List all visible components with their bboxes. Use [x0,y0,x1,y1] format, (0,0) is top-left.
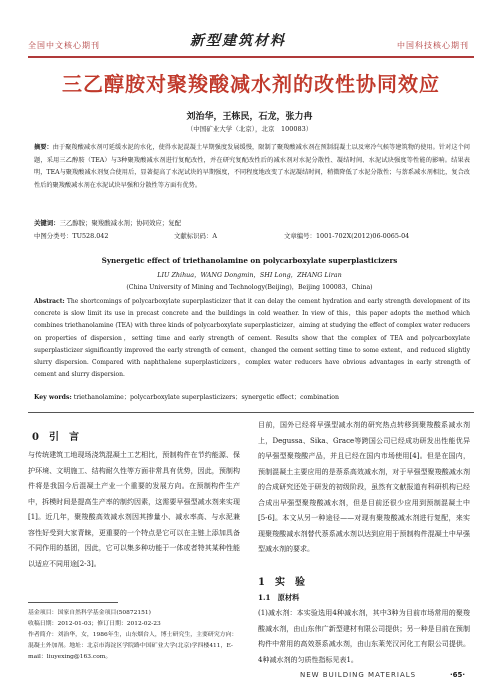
clc-number: 中图分类号：TU528.042 [34,232,109,240]
keywords-en-label: Key words: [34,394,72,401]
section-0-text: 与传统建筑工地现场浇筑混凝土工艺相比，预制构件在节约能源、保护环境、文明施工、结构耐久性等方面非常具有优势，因此，预制构件将是我国今后混凝土产业一个重要的发展方向。在预制构件生产中，拆模时间是提高生产率的制约因素，这需要早强型减水剂来实现[1]。近几年，聚羧酸高效减水剂因其掺量小、减水率高、与水泥兼容性好受到大家青睐，更重要的一个特点是它可以在主链上添加具备不同作用的基团，因此，它可以集多种功能于一体或者特其某种性能以适应不同用途[2-3]。 [28,451,240,568]
abstract-cn-text: 由于聚羧酸减水剂可延缓水泥的水化，使得水泥混凝土早期强度发展缓慢，限制了聚羧酸减水剂在预制混凝土以及寒冷气候等建筑物的使用。针对这个问题，采用三乙醇胺（TEA）与3种聚羧酸减水剂进行复配改性，并在研究复配改性后的减水剂对水泥分散性、凝结时间、水泥试块强度等性能的影响。结果表明，TEA与聚羧酸减水剂复合使用后，显著提高了水泥试块的早期强度，不同程度地改变了水泥凝结时间，稍微降低了水泥分散性；与萘系减水剂相比，复合改性后的聚羧酸减水剂在水泥试块早强和分散性等方面有优势。 [34,144,470,190]
abstract-en [34,296,470,381]
footnote-rule [28,602,118,603]
english-authors: LIU Zhihua，WANG Dongmin，SHI Long，ZHANG Liran [157,271,342,279]
header-left-label: 全国中文核心期刊 [28,41,100,50]
journal-name-footer: NEW BUILDING MATERIALS [300,671,417,679]
english-title: Synergetic effect of triethanolamine on polycarboxylate superplasticizers [101,256,398,265]
keywords-cn-label: 关键词： [34,219,60,227]
abstract-cn-label: 摘要： [34,144,53,151]
affiliation: （中国矿业大学（北京），北京 100083） [186,125,313,133]
journal-logo: 新型建筑材料 [190,33,286,49]
paper-title: 三乙醇胺对聚羧酸减水剂的改性协同效应 [62,72,440,96]
fund-note: 基金项目：国家自然科学基金项目(50872151) [28,610,151,616]
keywords-cn-text: 三乙醇胺；聚羧酸减水剂；协同效应；复配 [59,219,181,227]
subsection-1-1-text: (1)减水剂：本实验选用4种减水剂，其中3种为目前市场常用的聚羧酸减水剂，由山东伟广新型建材有限公司提供；另一种是目前在预制构件中常用的高效萘系减水剂，由山东莱芜汉河化工有限公司提供。4种减水剂的匀质性指标见表1。 [258,609,470,664]
document-code: 文献标识码：A [174,232,217,240]
abstract-en-text: The shortcomings of polycarboxylate superplasticizer that it can delay the cement hydration and early strength development of its concrete is slow limit its use in precast concrete and the buildings in cold weather. In view of this，this paper adopts the method which combines triethanolamine (TEA) with three kinds of polycarboxylate superplasticizer，aiming at studying the effect of complex water reducers on properties of dispersion，setting time and early strength of cement. Results show that the complex of TEA and polycarboxylate superplasticizer significantly improved the early strength of cement，changed the cement setting time to some extent，and reduced slightly slurry dispersion. Compared with naphthalene superplasticizers，complex water reducers have obvious advantages in early strength of cement and slurry dispersion. [34,298,470,379]
section-divider [28,412,474,413]
intro-continued-text: 目前，国外已经将早强型减水剂的研究热点转移到聚羧酸系减水剂上，Degussa、Sika、Grace等跨国公司已经成功研发出性能优异的早强型聚羧酸产品，并且已经在国内市场使用[4]。但是在国内，预制混凝土主要应用的是萘系高效减水剂，对于早强型聚羧酸减水剂的合成研究还处于研发的初级阶段，虽然有文献报道有科研机构已经合成出早强型聚羧酸减水剂，但是目前还很少应用到预制混凝土中[5-6]。本文从另一种途径——对现有聚羧酸减水剂进行复配，来实现聚羧酸减水剂替代萘系减水剂以达到应用于预制构件混凝土中早强型减水剂的要求。 [258,421,470,553]
keywords-cn [34,218,470,227]
author-bio: 作者简介：刘治华，女，1986年生，山东烟台人，博士研究生，主要研究方向：混凝土外加剂。地址：北京市海淀区学院路中国矿业大学(北京)学四楼411，E-mail：liuyexing@163.com。 [28,632,238,660]
received-note: 收稿日期：2012-01-03；修订日期：2012-02-23 [28,621,161,627]
page-number: ·65· [450,671,466,679]
english-affiliation: (China University of Mining and Technology(Beijing)，Beijing 100083，China) [126,284,373,291]
section-0-heading: 0 引 言 [32,432,79,443]
authors: 刘治华，王栋民，石龙，张力冉 [186,112,313,122]
keywords-en-text: triethanolamine；polycarboxylate superplasticizers；synergetic effect；combination [73,394,339,401]
header-rule [28,56,474,58]
abstract-cn [34,142,470,193]
keywords-en [34,392,470,401]
section-1-heading: 1 实 验 [258,577,305,588]
header-right-label: 中国科技核心期刊 [397,41,469,50]
footnote [28,608,240,663]
subsection-1-1-heading: 1.1 原材料 [258,593,300,602]
article-number: 文章编号：1001-702X(2012)06-0065-04 [284,232,410,240]
abstract-en-label: Abstract: [34,298,65,305]
